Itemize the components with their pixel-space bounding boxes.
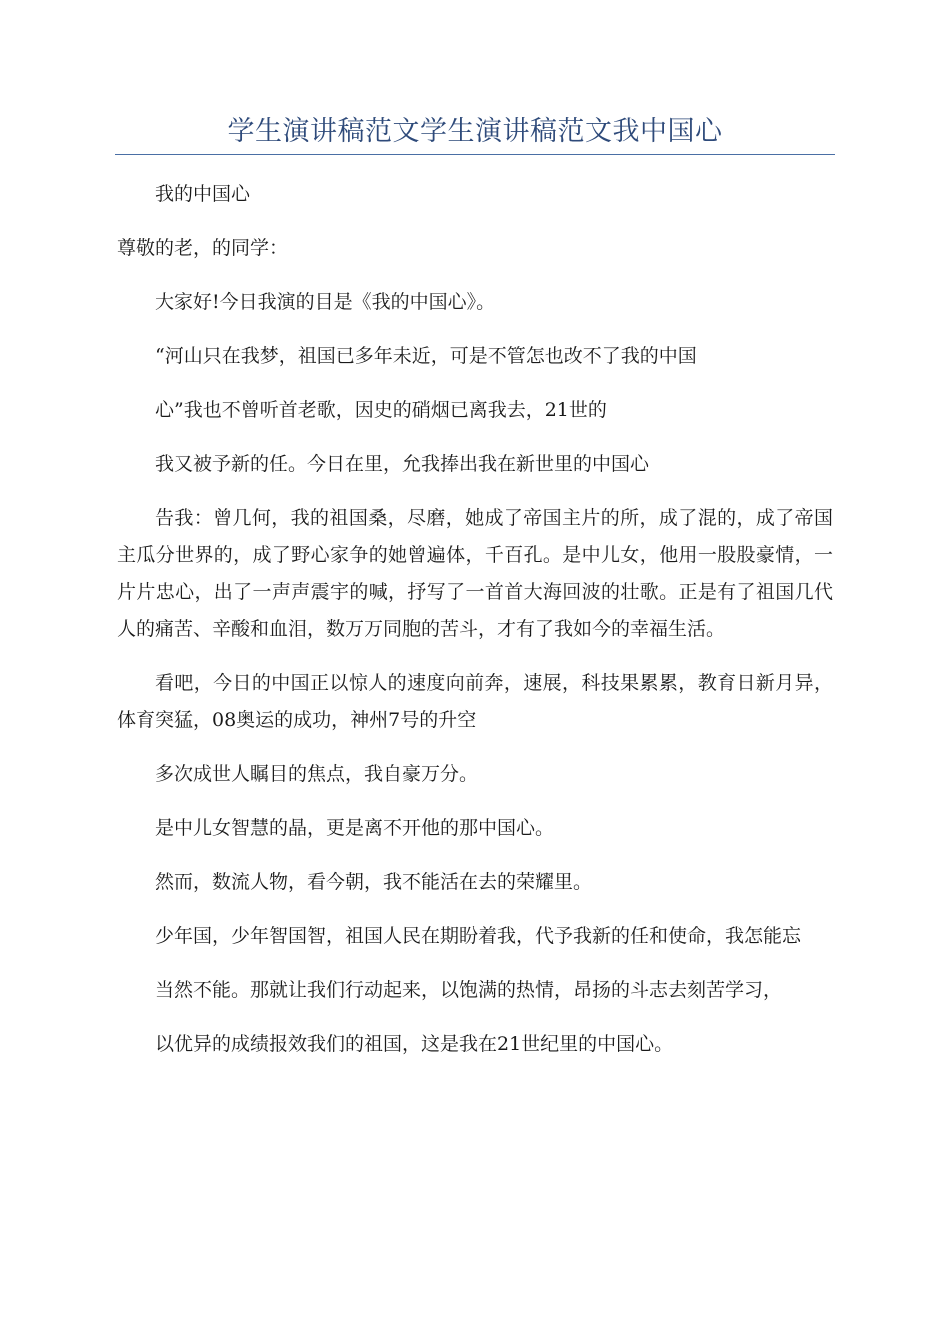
paragraph: 少年国，少年智国智，祖国人民在期盼着我，代予我新的任和使命，我怎能忘 bbox=[155, 925, 802, 947]
paragraph: 大家好!今日我演的目是《我的中国心》。 bbox=[155, 291, 496, 313]
paragraph: 是中儿女智慧的晶，更是离不开他的那中国心。 bbox=[155, 817, 555, 839]
paragraph: 多次成世人瞩目的焦点，我自豪万分。 bbox=[155, 763, 479, 785]
paragraph: 当然不能。那就让我们行动起来，以饱满的热情，昂扬的斗志去刻苦学习， bbox=[155, 979, 783, 1001]
paragraph: 尊敬的老，的同学： bbox=[117, 237, 289, 259]
paragraph: 然而，数流人物，看今朝，我不能活在去的荣耀里。 bbox=[155, 871, 593, 893]
paragraph: 我又被予新的任。今日在里，允我捧出我在新世里的中国心 bbox=[155, 453, 650, 475]
document-body bbox=[117, 176, 833, 1080]
paragraph: 心”我也不曾听首老歌，因史的硝烟已离我去，21世的 bbox=[155, 399, 607, 421]
paragraph: 以优异的成绩报效我们的祖国，这是我在21世纪里的中国心。 bbox=[155, 1033, 674, 1055]
paragraph: “河山只在我梦，祖国已多年未近，可是不管怎也改不了我的中国 bbox=[155, 345, 697, 367]
document-title: 学生演讲稿范文学生演讲稿范文我中国心 bbox=[227, 116, 723, 147]
paragraph: 我的中国心 bbox=[155, 183, 251, 205]
paragraph: 告我：曾几何，我的祖国桑，尽磨，她成了帝国主片的所，成了混的，成了帝国主瓜分世界的，成了野心家争的她曾遍体，千百孔。是中儿女，他用一股股豪情，一片片忠心，出了一声声震宇的喊，抒写了一首首大海回波的壮歌。正是有了祖国几代人的痛苦、辛酸和血泪，数万万同胞的苦斗，才有了我如今的幸福生活。 bbox=[117, 507, 833, 640]
title-underline bbox=[115, 154, 835, 155]
paragraph: 看吧，今日的中国正以惊人的速度向前奔，速展，科技果累累，教育日新月异，体育突猛，08奥运的成功，神州7号的升空 bbox=[117, 672, 833, 731]
